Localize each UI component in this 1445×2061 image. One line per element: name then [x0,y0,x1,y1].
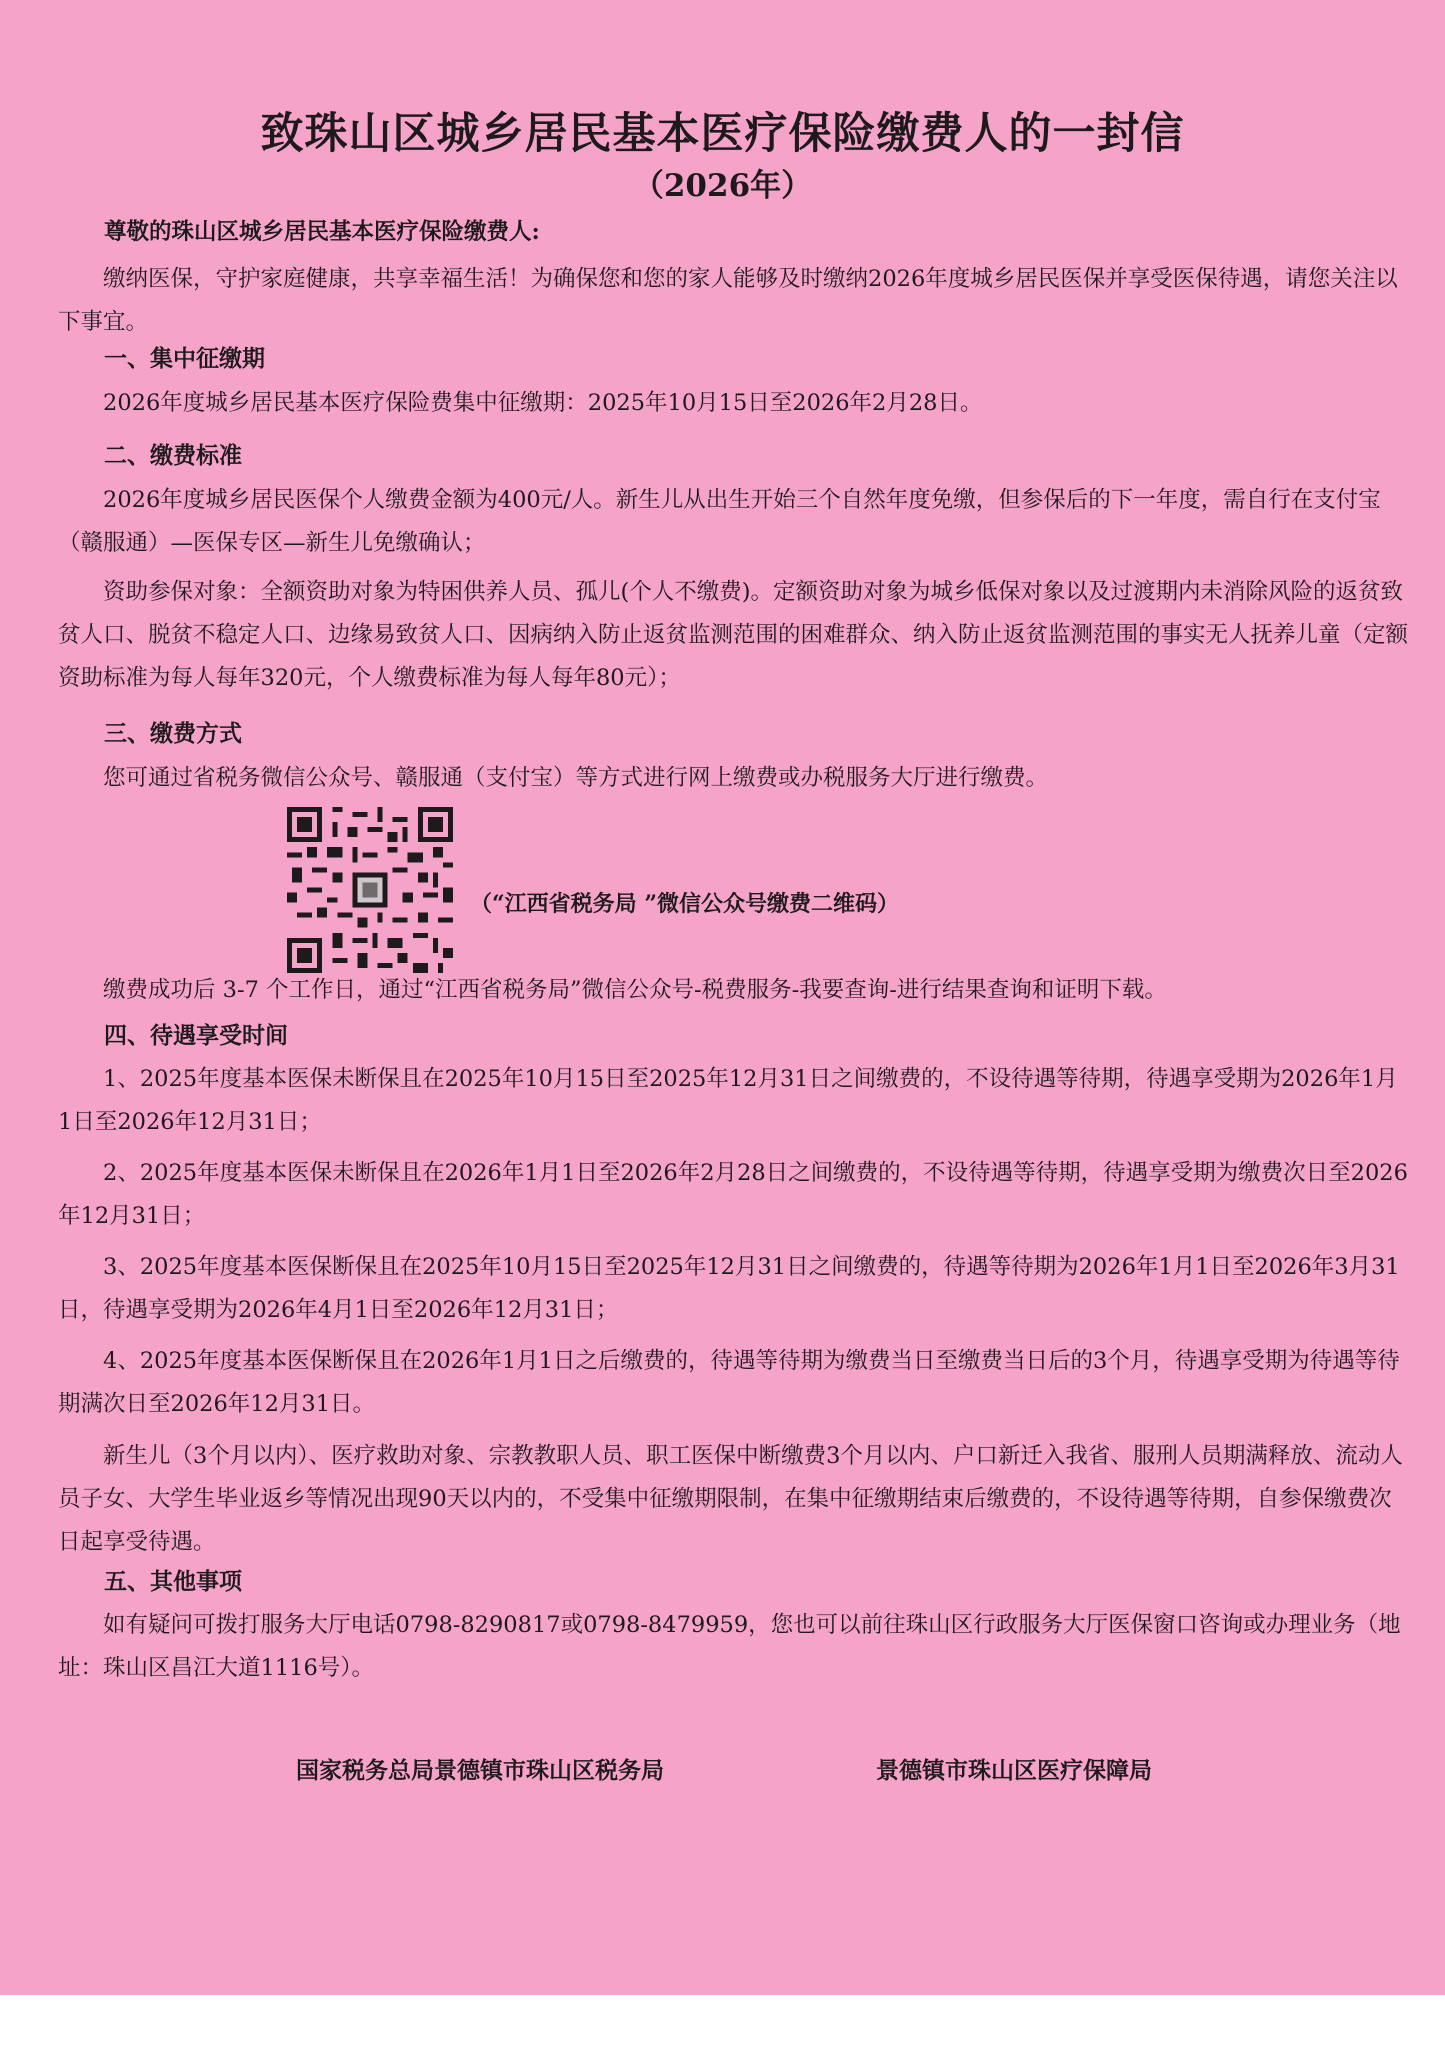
qr-caption: （“江西省税务局 ”微信公众号缴费二维码） [470,891,899,917]
section4-special-text: 新生儿（3个月以内）、医疗救助对象、宗教教职人员、职工医保中断缴费3个月以内、户口新迁入我省、服刑人员期满释放、流动人员子女、大学生毕业返乡等情况出现90天以内的，不受集中征缴期限制，在集中征缴期结束后缴费的，不设待遇等待期，自参保缴费次日起享受待遇。 [58,1443,1403,1555]
section5-text: 如有疑问可拨打服务大厅电话0798-8290817或0798-8479959，您也可以前往珠山区行政服务大厅医保窗口咨询或办理业务（地址：珠山区昌江大道1116号）。 [58,1612,1401,1681]
signature-tax-bureau: 国家税务总局景德镇市珠山区税务局 [296,1757,664,1784]
section3-text: 您可通过省税务微信公众号、赣服通（支付宝）等方式进行网上缴费或办税服务大厅进行缴费。 [103,765,1049,791]
qr-code-image [287,807,453,973]
section2-standard-text: 2026年度城乡居民医保个人缴费金额为400元/人。新生儿从出生开始三个自然年度免缴，但参保后的下一年度，需自行在支付宝（赣服通）—医保专区—新生儿免缴确认； [58,487,1381,556]
section2-heading: 二、缴费标准 [104,442,242,469]
section5-heading: 五、其他事项 [104,1568,242,1595]
section2-subsidy-text: 资助参保对象：全额资助对象为特困供养人员、孤儿(个人不缴费)。定额资助对象为城乡低保对象以及过渡期内未消除风险的返贫致贫人口、脱贫不稳定人口、边缘易致贫人口、因病纳入防止返贫监测范围的困难群众、纳入防止返贫监测范围的事实无人抚养儿童（定额资助标准为每人每年320元，个人缴费标准为每人每年80元）； [58,579,1409,691]
section4-item-1: 1、2025年度基本医保未断保且在2025年10月15日至2025年12月31日之间缴费的，不设待遇等待期，待遇享受期为2026年1月1日至2026年12月31日； [58,1066,1398,1135]
greeting: 尊敬的珠山区城乡居民基本医疗保险缴费人: [104,219,540,245]
page-title: 致珠山区城乡居民基本医疗保险缴费人的一封信 [260,109,1185,159]
section4-heading: 四、待遇享受时间 [104,1022,288,1049]
section1-heading: 一、集中征缴期 [104,345,265,372]
section3-heading: 三、缴费方式 [104,720,242,747]
section1-text: 2026年度城乡居民基本医疗保险费集中征缴期：2025年10月15日至2026年2月28日。 [103,390,983,416]
section4-item-4: 4、2025年度基本医保断保且在2026年1月1日之后缴费的，待遇等待期为缴费当日至缴费当日后的3个月，待遇享受期为待遇等待期满次日至2026年12月31日。 [58,1348,1400,1417]
section3-after-text: 缴费成功后 3-7 个工作日，通过“江西省税务局”微信公众号-税费服务-我要查询-进行结果查询和证明下载。 [103,977,1167,1003]
page-subtitle: （2026年） [632,168,813,204]
section4-item-2: 2、2025年度基本医保未断保且在2026年1月1日至2026年2月28日之间缴费的，不设待遇等待期，待遇享受期为缴费次日至2026年12月31日； [58,1160,1408,1229]
intro-paragraph: 缴纳医保，守护家庭健康，共享幸福生活！为确保您和您的家人能够及时缴纳2026年度城乡居民医保并享受医保待遇，请您关注以下事宜。 [58,266,1398,335]
signature-medical-security-bureau: 景德镇市珠山区医疗保障局 [876,1757,1152,1784]
section4-item-3: 3、2025年度基本医保断保且在2025年10月15日至2025年12月31日之间缴费的，待遇等待期为2026年1月1日至2026年3月31日，待遇享受期为2026年4月1日至2026年12月31日； [58,1254,1400,1323]
